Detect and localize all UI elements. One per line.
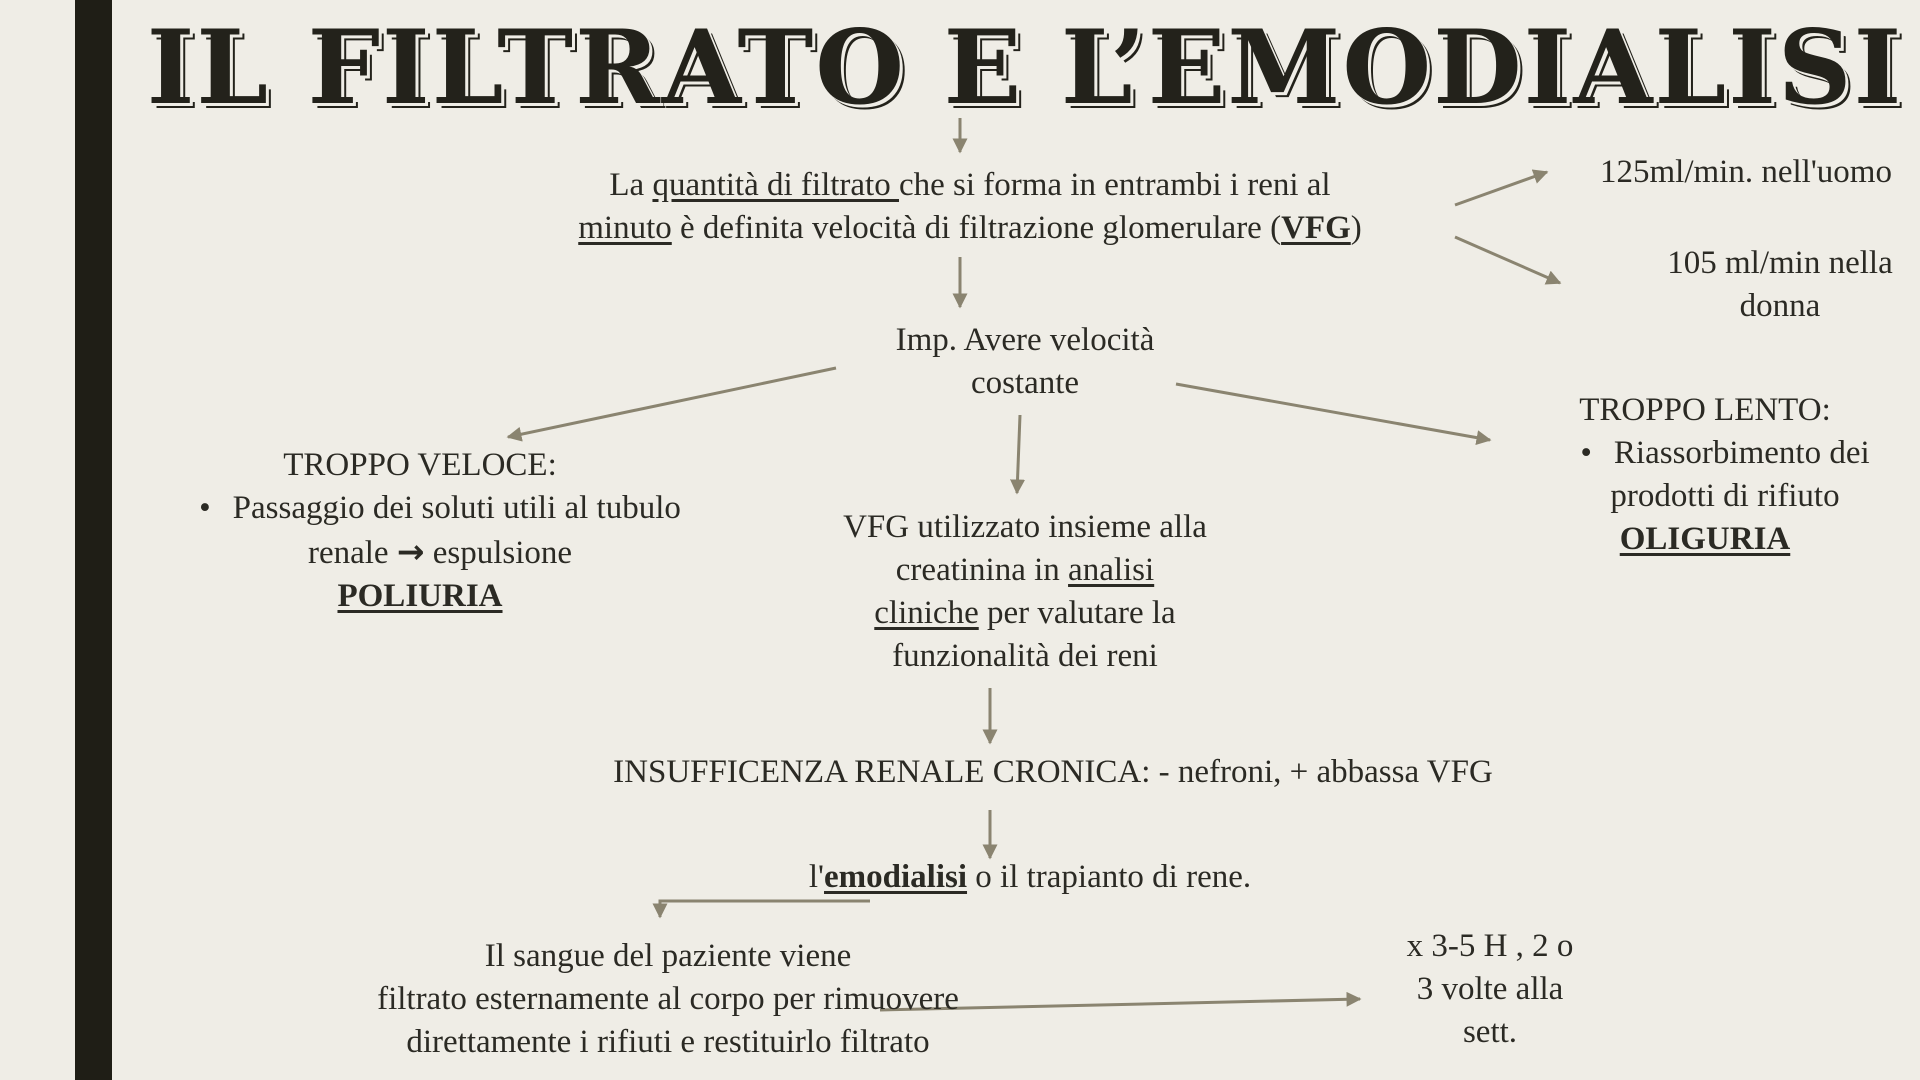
dialysis-schedule: x 3-5 H , 2 o 3 volte alla sett.	[1406, 928, 1574, 1050]
too-fast-line-2: renale → espulsione	[307, 532, 573, 571]
vfg-male-value: 125ml/min. nell'uomo	[1600, 154, 1892, 190]
too-slow-line-2: prodotti di rifiuto	[1610, 478, 1840, 514]
term-analisi: analisi	[1068, 552, 1155, 588]
arrow-to-too-slow	[1176, 384, 1490, 440]
page-title: IL FILTRATO E L’EMODIALISI	[146, 8, 1904, 128]
keyword-oliguria: OLIGURIA	[1619, 521, 1791, 557]
arrow-constant-to-clinical	[1017, 415, 1020, 493]
definition-line-1: La quantità di filtrato che si forma in entrambi i reni al	[609, 167, 1331, 203]
too-slow-heading: TROPPO LENTO:	[1579, 392, 1831, 428]
term-quantita-filtrato: quantità di filtrato	[652, 167, 899, 203]
too-slow-block	[1540, 389, 1910, 561]
treatment-options: l'emodialisi o il trapianto di rene.	[808, 859, 1252, 895]
vfg-definition	[540, 164, 1400, 250]
right-arrow-icon: →	[396, 532, 425, 571]
clinical-use-block: VFG utilizzato insieme alla creatinina in analisi cliniche per valutare la funzionalità dei reni	[843, 509, 1207, 674]
term-vfg: VFG	[1281, 210, 1351, 246]
arrow-to-male-value	[1455, 172, 1547, 205]
constant-velocity-note: Imp. Avere velocità costante	[895, 322, 1155, 401]
dialysis-process: Il sangue del paziente viene filtrato esternamente al corpo per rimuovere direttamente i rifiuti e restituirlo filtrato	[377, 938, 959, 1060]
too-fast-line-1: • Passaggio dei soluti utili al tubulo	[140, 487, 740, 530]
too-slow-line-1: • Riassorbimento dei	[1540, 432, 1910, 475]
arrow-to-too-fast	[508, 368, 836, 437]
term-cliniche: cliniche	[874, 595, 979, 631]
too-fast-heading: TROPPO VELOCE:	[283, 447, 557, 483]
term-minuto: minuto	[578, 210, 672, 246]
bullet-icon: •	[1580, 435, 1592, 471]
vfg-female-value: 105 ml/min nella donna	[1667, 245, 1893, 324]
arrow-treatment-to-process	[660, 901, 870, 917]
bullet-icon: •	[199, 490, 211, 526]
arrow-to-female-value	[1455, 237, 1560, 283]
chronic-renal-insufficiency: INSUFFICENZA RENALE CRONICA: - nefroni, + abbassa VFG	[613, 754, 1493, 790]
too-fast-block	[140, 444, 740, 618]
term-emodialisi: emodialisi	[824, 859, 968, 895]
keyword-poliuria: POLIURIA	[337, 578, 503, 614]
definition-line-2: minuto è definita velocità di filtrazione glomerulare (VFG)	[578, 210, 1362, 246]
